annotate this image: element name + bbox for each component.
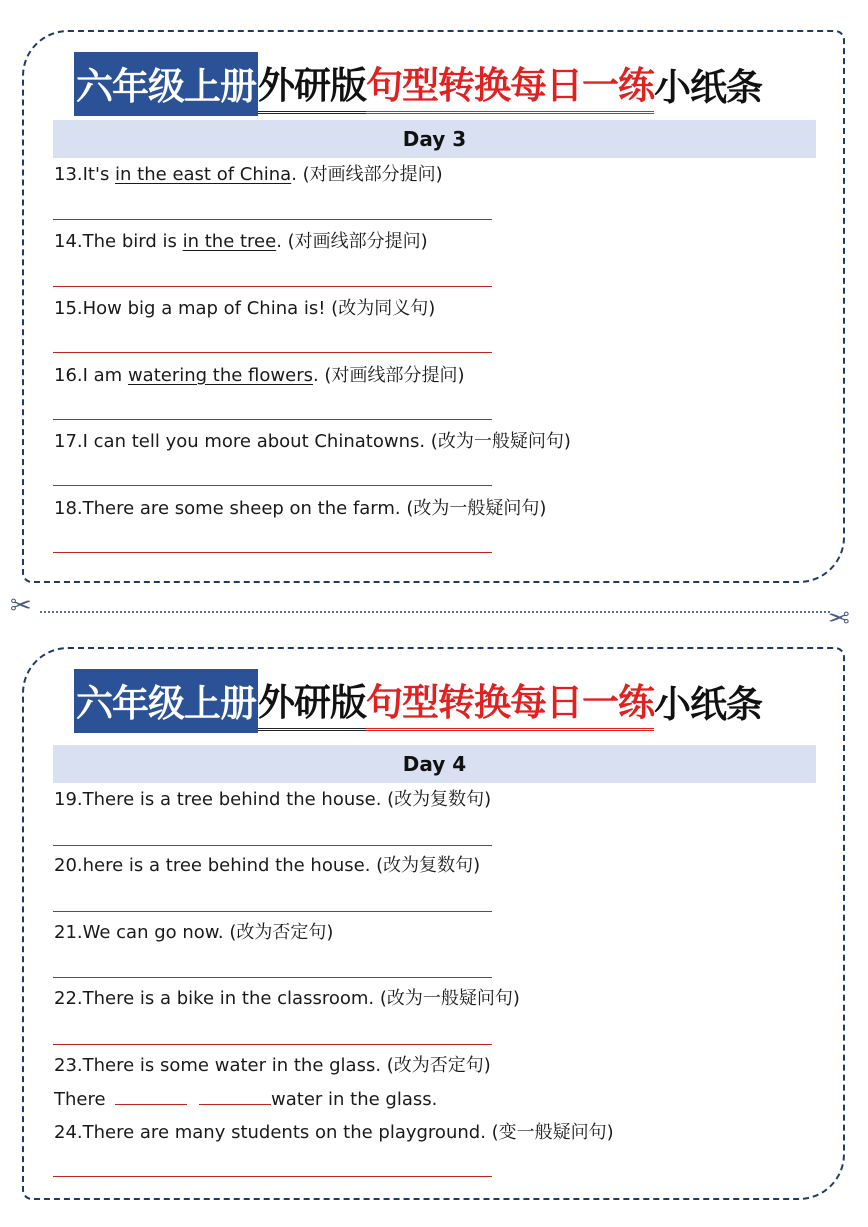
- question-16: [54, 365, 464, 387]
- answer-line-19[interactable]: [53, 845, 492, 846]
- title-main: 句型转换每日一练: [366, 55, 654, 114]
- question-21: 21.We can go now. (改为否定句): [54, 922, 334, 943]
- answer-line-20[interactable]: [53, 911, 492, 912]
- question-22: 22.There is a bike in the classroom. (改为一般疑问句): [54, 988, 520, 1009]
- question-23: 23.There is some water in the glass. (改为否定句): [54, 1055, 491, 1076]
- title-publisher: 外研版: [258, 55, 366, 114]
- answer-line-22[interactable]: [53, 1044, 492, 1045]
- question-23-fill: [54, 1089, 437, 1111]
- answer-line-14[interactable]: [53, 286, 492, 287]
- question-17: 17.I can tell you more about Chinatowns. (改为一般疑问句): [54, 431, 571, 452]
- title-grade: 六年级上册: [74, 52, 258, 116]
- title-main: 句型转换每日一练: [366, 672, 654, 731]
- title-suffix: 小纸条: [654, 66, 762, 109]
- answer-line-18[interactable]: [53, 552, 492, 553]
- question-19: 19.There is a tree behind the house. (改为复数句): [54, 789, 492, 810]
- question-24: 24.There are many students on the playground. (变一般疑问句): [54, 1122, 614, 1143]
- question-15: 15.How big a map of China is! (改为同义句): [54, 298, 436, 319]
- practice-card-day4: [22, 647, 845, 1200]
- question-13: [54, 164, 443, 186]
- title-suffix: 小纸条: [654, 683, 762, 726]
- scissor-icon: ✂: [828, 604, 850, 634]
- question-14: [54, 231, 428, 253]
- q16-post: . (对画线部分提问): [312, 365, 465, 386]
- answer-line-24[interactable]: [53, 1176, 492, 1177]
- card-title: [74, 669, 814, 733]
- answer-line-17[interactable]: [53, 485, 492, 486]
- fill-blank-2[interactable]: [199, 1090, 271, 1105]
- q13-underlined: in the east of China: [115, 164, 292, 185]
- day-label: Day 3: [402, 127, 467, 151]
- q13-pre: 13.It's: [54, 164, 116, 185]
- q14-post: . (对画线部分提问): [276, 231, 428, 252]
- practice-card-day3: [22, 30, 845, 583]
- cut-line: [40, 611, 830, 613]
- title-publisher: 外研版: [258, 672, 366, 731]
- q14-pre: 14.The bird is: [54, 231, 183, 252]
- fill-end: water in the glass.: [271, 1089, 438, 1110]
- fill-start: There: [54, 1089, 106, 1110]
- q16-underlined: watering the flowers: [127, 365, 313, 386]
- day-label: Day 4: [402, 752, 467, 776]
- fill-blank-1[interactable]: [115, 1090, 187, 1105]
- question-18: 18.There are some sheep on the farm. (改为一般疑问句): [54, 498, 547, 519]
- q14-underlined: in the tree: [182, 231, 277, 252]
- answer-line-21[interactable]: [53, 977, 492, 978]
- q13-post: . (对画线部分提问): [291, 164, 443, 185]
- scissor-icon: ✂: [10, 591, 32, 621]
- question-20: 20.here is a tree behind the house. (改为复数句): [54, 855, 481, 876]
- answer-line-15[interactable]: [53, 352, 492, 353]
- q16-pre: 16.I am: [54, 365, 128, 386]
- day-header: [53, 120, 816, 158]
- day-header: [53, 745, 816, 783]
- title-grade: 六年级上册: [74, 669, 258, 733]
- answer-line-13[interactable]: [53, 219, 492, 220]
- answer-line-16[interactable]: [53, 419, 492, 420]
- card-title: [74, 52, 814, 116]
